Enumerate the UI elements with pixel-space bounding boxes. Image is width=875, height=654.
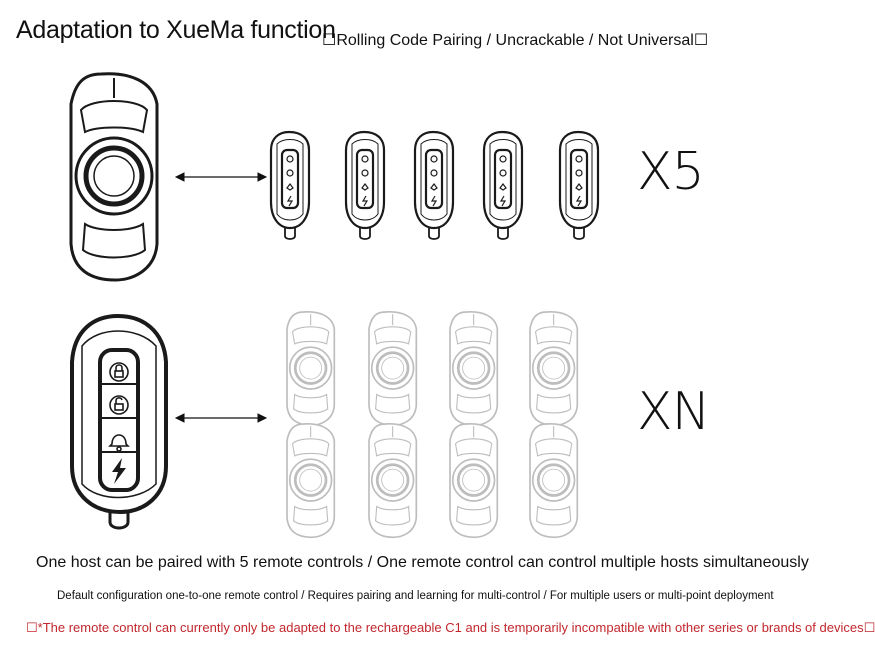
host-device	[287, 312, 334, 425]
remote-fob	[484, 132, 522, 239]
double-arrow-icon	[176, 414, 266, 422]
remote-fob	[560, 132, 598, 239]
remote-fob	[346, 132, 384, 239]
host-device-x5	[71, 74, 157, 280]
configuration-note: Default configuration one-to-one remote control / Requires pairing and learning for multi-control / For multiple users or multi-point deployment	[57, 590, 774, 602]
double-arrow-icon	[176, 173, 266, 181]
remote-fob	[415, 132, 453, 239]
host-device	[530, 312, 577, 425]
host-device	[450, 312, 497, 425]
pairing-summary: One host can be paired with 5 remote controls / One remote control can control multiple hosts simultaneously	[36, 554, 809, 571]
page-subtitle: ☐Rolling Code Pairing / Uncrackable / Not Universal☐	[322, 32, 709, 49]
remote-fob	[271, 132, 309, 239]
host-device	[287, 424, 334, 537]
x5-label: X5	[637, 142, 704, 202]
remote-fob-list	[271, 132, 598, 239]
host-device	[369, 424, 416, 537]
xn-label: XN	[637, 382, 710, 442]
host-device	[450, 424, 497, 537]
compatibility-warning: ☐*The remote control can currently only be adapted to the rechargeable C1 and is temporarily incompatible with other series or brands of devices☐	[26, 620, 875, 635]
remote-fob-xn	[72, 316, 166, 528]
host-device	[530, 424, 577, 537]
host-device-list	[287, 312, 577, 537]
host-device	[369, 312, 416, 425]
page-title: Adaptation to XueMa function	[16, 16, 336, 44]
